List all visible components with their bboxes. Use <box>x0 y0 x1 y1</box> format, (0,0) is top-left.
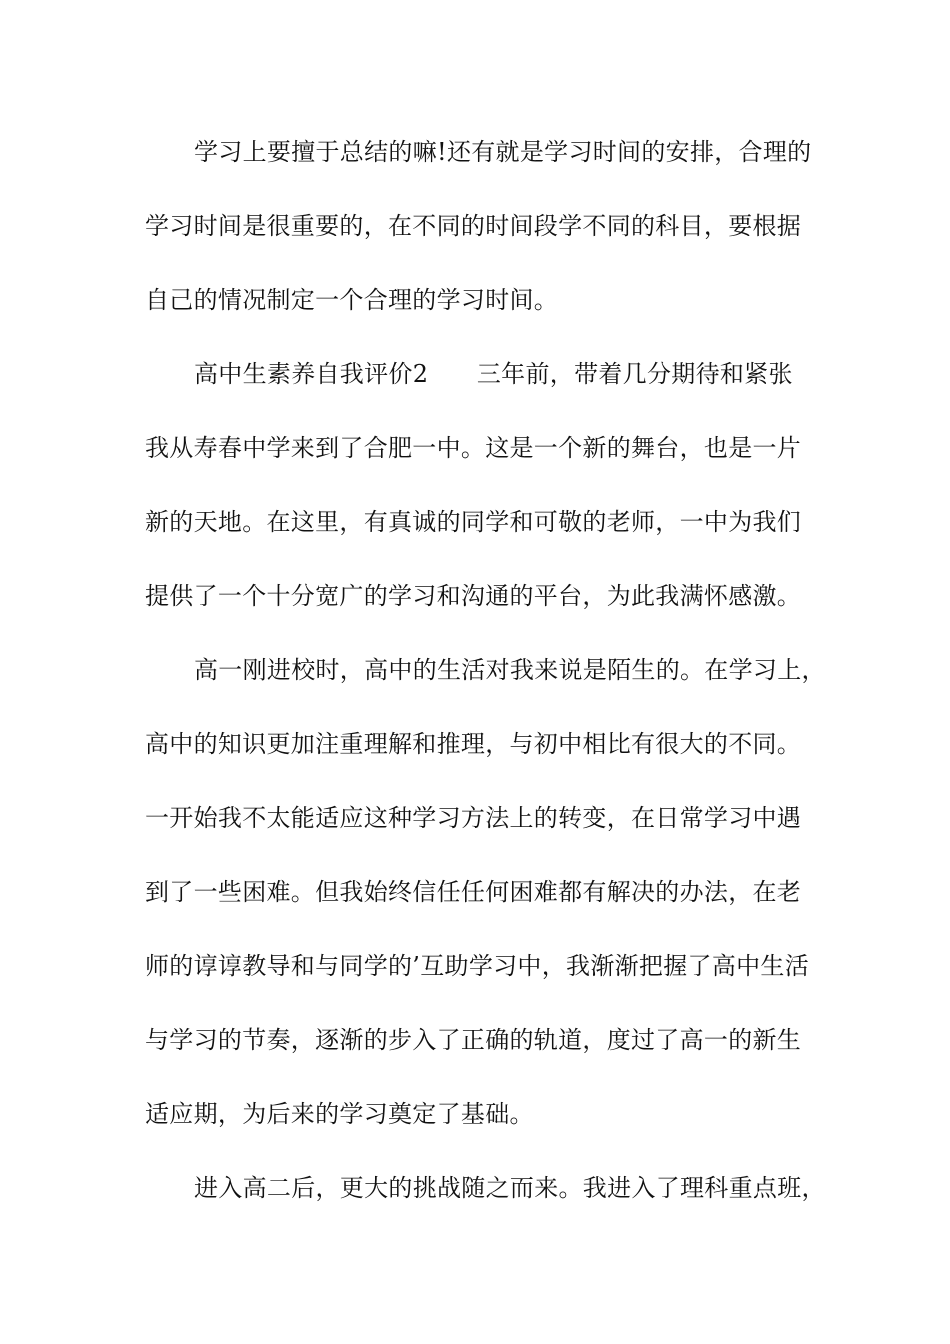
text-line-11: 到了一些困难。但我始终信任任何困难都有解决的办法，在老 <box>145 878 802 906</box>
text-line-13: 与学习的节奏，逐渐的步入了正确的轨道，度过了高一的新生 <box>145 1026 802 1054</box>
text-line-4: 高中生素养自我评价2 三年前，带着几分期待和紧张 <box>194 360 793 388</box>
text-line-10: 一开始我不太能适应这种学习方法上的转变，在日常学习中遇 <box>145 804 802 832</box>
text-line-8: 高一刚进校时，高中的生活对我来说是陌生的。在学习上， <box>194 656 826 684</box>
text-line-6: 新的天地。在这里，有真诚的同学和可敬的老师，一中为我们 <box>145 508 802 536</box>
text-line-1: 学习上要擅于总结的嘛!还有就是学习时间的安排，合理的 <box>194 138 812 166</box>
text-line-5: 我从寿春中学来到了合肥一中。这是一个新的舞台，也是一片 <box>145 434 802 462</box>
text-line-3: 自己的情况制定一个合理的学习时间。 <box>145 286 559 314</box>
text-line-15: 进入高二后，更大的挑战随之而来。我进入了理科重点班， <box>194 1174 826 1202</box>
text-line-2: 学习时间是很重要的，在不同的时间段学不同的科目，要根据 <box>145 212 802 240</box>
text-line-7: 提供了一个十分宽广的学习和沟通的平台，为此我满怀感激。 <box>145 582 802 610</box>
text-line-12: 师的谆谆教导和与同学的’互助学习中，我渐渐把握了高中生活 <box>145 952 810 980</box>
text-line-9: 高中的知识更加注重理解和推理，与初中相比有很大的不同。 <box>145 730 802 758</box>
text-line-14: 适应期，为后来的学习奠定了基础。 <box>145 1100 534 1128</box>
